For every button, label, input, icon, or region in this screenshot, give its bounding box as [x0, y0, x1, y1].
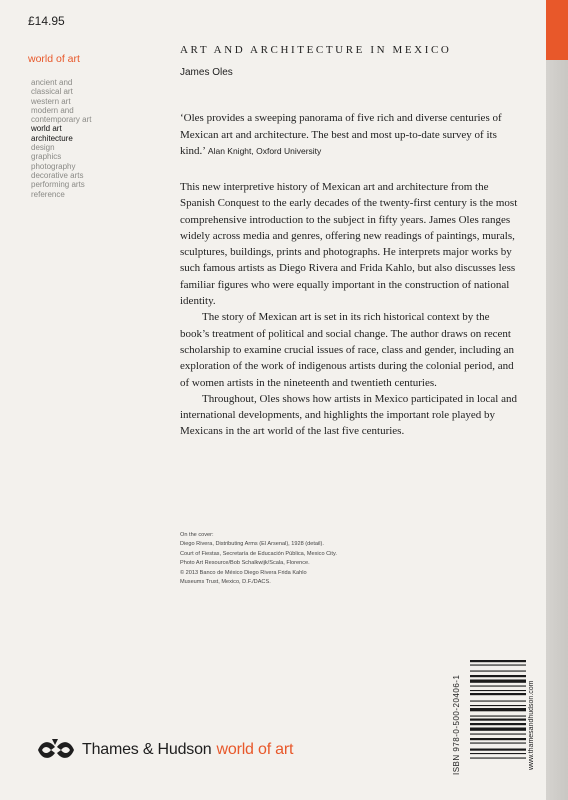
- blurb-paragraph: The story of Mexican art is set in its rich historical context by the book’s treatment of political and social change. The author draws on recent scholarship to examine crucial issues of race, class and gender, including an exploration of the work of indigenous artists during the colonial period, and of women artists in the nineteenth and twentieth centuries.: [180, 311, 515, 389]
- price: £14.95: [28, 14, 65, 28]
- category-item: performing arts: [31, 180, 85, 190]
- blurb: [180, 179, 520, 440]
- publisher-series: world of art: [216, 741, 294, 758]
- category-item: reference: [31, 189, 65, 199]
- credit-line: Photo Art Resource/Bob Schalkwijk/Scala, Florence.: [180, 560, 310, 567]
- category-item-active: architecture: [31, 133, 73, 143]
- publisher-website: www.thamesandhudson.com: [528, 680, 535, 770]
- cover-credits: [180, 531, 420, 587]
- category-item-active: world art: [31, 124, 62, 134]
- publisher-name: Thames & Hudson: [82, 741, 212, 758]
- category-item: modern and: [31, 105, 74, 115]
- category-item: graphics: [31, 152, 62, 162]
- orange-corner-tab: [546, 0, 568, 60]
- category-item: decorative arts: [31, 170, 84, 180]
- review-quote: [180, 110, 520, 160]
- category-item: design: [31, 143, 55, 153]
- quote-attribution: Alan Knight, Oxford University: [207, 146, 322, 157]
- series-label: world of art: [28, 53, 80, 65]
- isbn-text: ISBN 978-0-500-20406-1: [452, 674, 461, 776]
- author-name: James Oles: [180, 67, 233, 78]
- credit-line: © 2013 Banco de México Diego Rivera Frida Kahlo: [180, 569, 307, 576]
- credit-line: Diego Rivera, Distributing Arms (El Arsenal), 1928 (detail).: [180, 541, 324, 548]
- category-item: contemporary art: [31, 115, 92, 125]
- barcode-icon: [470, 658, 526, 790]
- credit-line: Court of Fiestas, Secretaría de Educación Pública, Mexico City.: [180, 550, 337, 557]
- category-item: western art: [31, 96, 71, 106]
- category-item: classical art: [31, 87, 73, 97]
- credit-line: On the cover:: [180, 532, 214, 538]
- cover-edge-strip: [546, 0, 568, 800]
- book-title: ART AND ARCHITECTURE IN MEXICO: [180, 44, 452, 56]
- category-list: [31, 78, 121, 199]
- publisher-logo-icon: [36, 735, 76, 765]
- publisher-logo: [36, 735, 293, 765]
- blurb-paragraph: Throughout, Oles shows how artists in Mexico participated in local and international developments, and highlights the important role played by Mexicans in the art world of the last five centuries.: [180, 392, 517, 438]
- quote-text: ‘Oles provides a sweeping panorama of five rich and diverse centuries of Mexican art and architecture. The best and most up-to-date survey of its kind.’: [180, 112, 502, 158]
- category-item: ancient and: [31, 78, 73, 87]
- credit-line: Museums Trust, Mexico, D.F./DACS.: [180, 579, 271, 586]
- blurb-paragraph: This new interpretive history of Mexican art and architecture from the Spanish Conquest to the early decades of the twenty-first century is the most comprehensive introduction to the subject in fifty years. James Oles ranges widely across media and genres, offering new readings of paintings, murals, sculptures, buildings, prints and photographs. He interprets major works by such famous artists as Diego Rivera and Frida Kahlo, but also discusses less familiar figures who were equally important in the construction of national identity.: [180, 181, 518, 308]
- category-item: photography: [31, 161, 76, 171]
